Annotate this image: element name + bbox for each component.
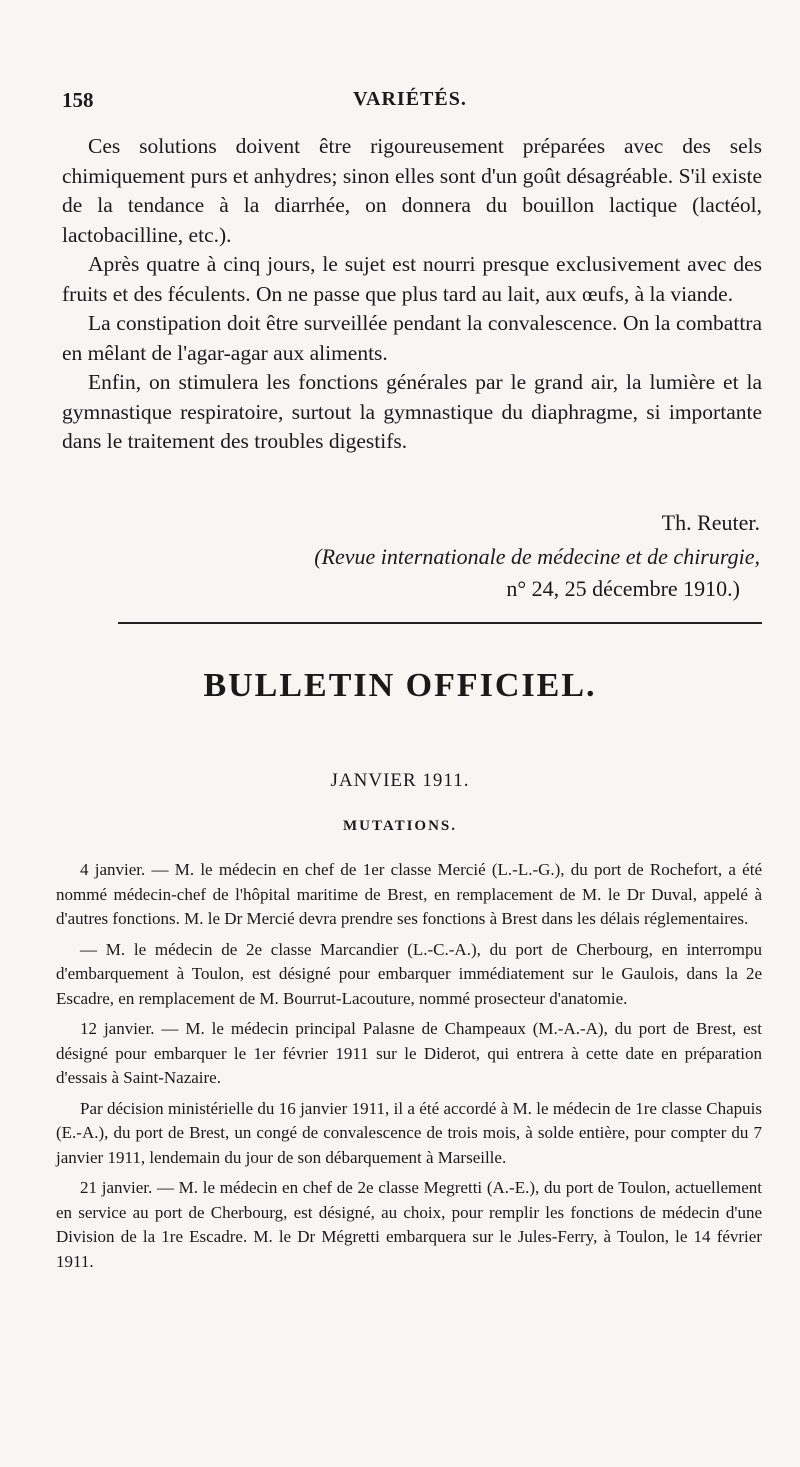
author-signature: Th. Reuter. [661, 510, 760, 535]
running-head: VARIÉTÉS. [353, 88, 467, 110]
bulletin-month: JANVIER 1911. [330, 770, 470, 791]
page-number: 158 [62, 88, 94, 112]
mutation-entry: — M. le médecin de 2e classe Marcandier (L.-C.-A.), du port de Cherbourg, en interrompu d'embarquement à Toulon, est désigné pour embarquer immédiatement sur le Gaulois, dans la 2e Escadre, en remplacement de M. Bourrut-Lacouture, nommé prosecteur d'anatomie. [56, 939, 762, 1008]
article-paragraph: Enfin, on stimulera les fonctions générales par le grand air, la lumière et la gymnastique respiratoire, surtout la gymnastique du diaphragme, si importante dans le traitement des troubles digestifs. [62, 370, 762, 453]
mutation-entry: 21 janvier. — M. le médecin en chef de 2e classe Megretti (A.-E.), du port de Toulon, actuellement en service au port de Cherbourg, est désigné, au choix, pour remplir les fonctions de médecin d'une Division de la 1re Escadre. M. le Dr Mégretti embarquera sur le Jules-Ferry, à Toulon, le 14 février 1911. [56, 1178, 762, 1271]
article-paragraph: Ces solutions doivent être rigoureusement préparées avec des sels chimiquement purs et anhydres; sinon elles sont d'un goût désagréable. S'il existe de la tendance à la diarrhée, on donnera du bouillon lactique (lactéol, lactobacilline, etc.). [62, 134, 762, 247]
article-paragraph: Après quatre à cinq jours, le sujet est nourri presque exclusivement avec des fruits et des féculents. On ne passe que plus tard au lait, aux œufs, à la viande. [62, 252, 762, 306]
mutation-entry: 12 janvier. — M. le médecin principal Palasne de Champeaux (M.-A.-A), du port de Brest, est désigné pour embarquer le 1er février 1911 sur le Diderot, qui entrera à cette date en préparation d'essais à Saint-Nazaire. [56, 1019, 762, 1087]
source-citation-line-1: (Revue internationale de médecine et de chirurgie, [314, 544, 760, 569]
page-header [60, 84, 760, 118]
mutation-entry: 4 janvier. — M. le médecin en chef de 1er classe Mercié (L.-L.-G.), du port de Rochefort, a été nommé médecin-chef de l'hôpital maritime de Brest, en remplacement de M. le Dr Duval, appelé à d'autres fonctions. M. le Dr Mercié devra prendre ses fonctions à Brest dans les délais réglementaires. [56, 860, 762, 928]
article-paragraph: La constipation doit être surveillée pendant la convalescence. On la combattra en mêlant de l'agar-agar aux aliments. [62, 311, 762, 365]
mutation-entries [56, 858, 762, 1280]
bulletin-title: BULLETIN OFFICIEL. [203, 667, 597, 704]
source-citation-line-2: n° 24, 25 décembre 1910.) [506, 576, 740, 601]
section-heading: MUTATIONS. [342, 818, 458, 834]
article-body [62, 132, 762, 457]
section-divider [118, 622, 762, 624]
mutation-entry: Par décision ministérielle du 16 janvier 1911, il a été accordé à M. le médecin de 1re classe Chapuis (E.-A.), du port de Brest, un congé de convalescence de trois mois, à solde entière, pour compter du 7 janvier 1911, lendemain du jour de son débarquement à Marseille. [56, 1098, 762, 1167]
